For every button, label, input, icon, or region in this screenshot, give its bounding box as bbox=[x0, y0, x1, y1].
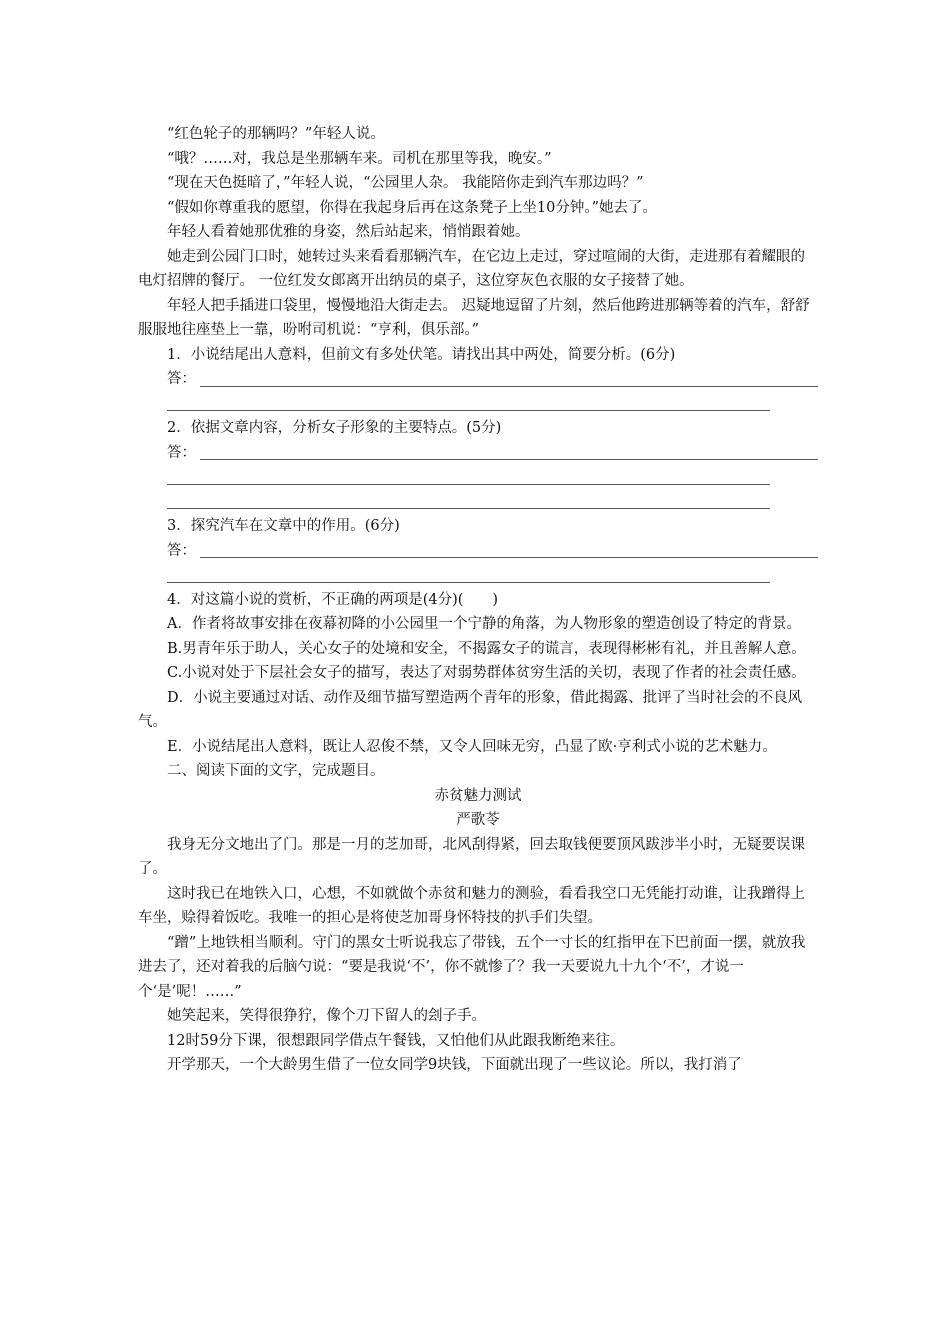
option-a: A．作者将故事安排在夜幕初降的小公园里一个宁静的角落，为人物形象的塑造创设了特定的背景。 bbox=[167, 616, 801, 632]
article-paragraph: 她笑起来，笑得很狰狞，像个刀下留人的刽子手。 bbox=[167, 1008, 486, 1024]
document-page bbox=[138, 122, 818, 1078]
story-paragraph: 她走到公园门口时，她转过头来看看那辆汽车，在它边上走过，穿过喧闹的大街，走进那有着耀眼的电灯招牌的餐厅。 一位红发女郎离开出纳员的桌子，这位穿灰色衣服的女子接替了她。 bbox=[138, 248, 805, 289]
story-paragraph: “哦？……对，我总是坐那辆车来。司机在那里等我，晚安。” bbox=[167, 150, 552, 167]
answer-blank-line[interactable] bbox=[167, 392, 818, 417]
story-paragraph: 年轻人看着她那优雅的身姿，然后站起来，悄悄跟着她。 bbox=[167, 224, 530, 240]
article-paragraph: 这时我已在地铁入口，心想，不如就做个赤贫和魅力的测验，看看我空口无凭能打动谁，让我蹭得上车坐，赊得着饭吃。我唯一的担心是将使芝加哥身怀特技的扒手们失望。 bbox=[138, 885, 805, 926]
answer-underline bbox=[200, 557, 818, 558]
answer-blank-line[interactable] bbox=[167, 465, 818, 490]
answer-line[interactable] bbox=[167, 441, 818, 466]
article-author: 严歌苓 bbox=[456, 812, 500, 828]
article-title: 赤贫魅力测试 bbox=[434, 787, 522, 804]
story-paragraph: “假如你尊重我的愿望，你得在我起身后再在这条凳子上坐10分钟。”她去了。 bbox=[167, 199, 658, 216]
article-paragraph: 开学那天，一个大龄男生借了一位女同学9块钱，下面就出现了一些议论。所以，我打消了 bbox=[167, 1057, 742, 1073]
question-3: 3．探究汽车在文章中的作用。(6分) bbox=[167, 518, 400, 534]
option-b: B.男青年乐于助人，关心女子的处境和安全，不揭露女子的谎言，表现得彬彬有礼，并且善解人意。 bbox=[167, 640, 806, 657]
answer-blank-line[interactable] bbox=[167, 563, 818, 588]
story-paragraph: 年轻人把手插进口袋里，慢慢地沿大街走去。 迟疑地逗留了片刻，然后他跨进那辆等着的汽车，舒舒服服地往座垫上一靠，吩咐司机说：“亨利，俱乐部。” bbox=[138, 297, 810, 338]
option-e: E．小说结尾出人意料，既让人忍俊不禁，又令人回味无穷，凸显了欧·亨利式小说的艺术魅力。 bbox=[167, 738, 777, 755]
answer-underline bbox=[200, 459, 818, 460]
answer-label: 答： bbox=[167, 542, 196, 559]
option-c: C.小说对处于下层社会女子的描写，表达了对弱势群体贫穷生活的关切，表现了作者的社会责任感。 bbox=[167, 665, 806, 681]
question-1: 1．小说结尾出人意料，但前文有多处伏笔。请找出其中两处，简要分析。(6分) bbox=[167, 346, 676, 363]
article-paragraph: 12时59分下课，很想跟同学借点午餐钱，又怕他们从此跟我断绝来往。 bbox=[167, 1032, 625, 1049]
article-paragraph: “蹭”上地铁相当顺利。守门的黑女士听说我忘了带钱，五个一寸长的红指甲在下巴前面一摆，就放我进去了，还对着我的后脑勺说：“要是我说‘不’，你不就惨了？我一天要说九十九个‘不’，才说一个‘是’呢！……” bbox=[138, 934, 806, 1000]
answer-label: 答： bbox=[167, 444, 196, 461]
answer-label: 答： bbox=[167, 371, 196, 387]
answer-line[interactable] bbox=[167, 367, 818, 392]
question-4: 4．对这篇小说的赏析，不正确的两项是(4分)( ) bbox=[167, 591, 499, 608]
answer-line[interactable] bbox=[167, 539, 818, 564]
story-paragraph: “现在天色挺暗了，”年轻人说，“公园里人杂。 我能陪你走到汽车那边吗？” bbox=[167, 175, 644, 191]
question-2: 2．依据文章内容，分析女子形象的主要特点。(5分) bbox=[167, 420, 502, 436]
article-paragraph: 我身无分文地出了门。那是一月的芝加哥，北风刮得紧，回去取钱便要顶风跋涉半小时，无疑要误课了。 bbox=[138, 836, 805, 877]
answer-blank-line[interactable] bbox=[167, 490, 818, 515]
answer-underline bbox=[200, 386, 818, 387]
section-heading: 二、阅读下面的文字，完成题目。 bbox=[167, 763, 385, 779]
option-d: D．小说主要通过对话、动作及细节描写塑造两个青年的形象，借此揭露、批评了当时社会的不良风气。 bbox=[138, 689, 803, 730]
story-paragraph: “红色轮子的那辆吗？”年轻人说。 bbox=[167, 126, 385, 142]
